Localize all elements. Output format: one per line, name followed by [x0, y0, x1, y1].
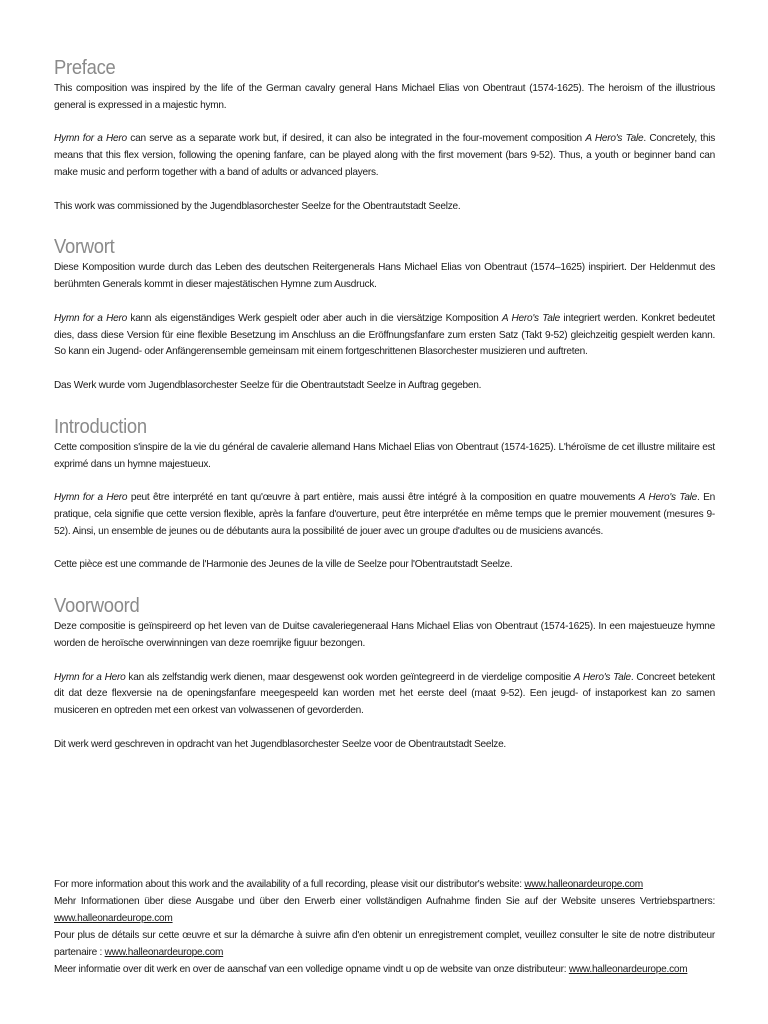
work-title: A Hero's Tale — [585, 133, 644, 145]
section-heading: Introduction — [54, 415, 147, 438]
document-body — [54, 56, 715, 754]
section-heading: Preface — [54, 57, 116, 79]
paragraph: Das Werk wurde vom Jugendblasorchester Seelze für die Obentrautstadt Seelze in Auftrag gegeben. — [54, 379, 482, 391]
work-title: A Hero's Tale — [501, 312, 560, 324]
section-introduction — [54, 415, 715, 574]
paragraph: Hymn for a Hero kan als zelfstandig werk dienen, maar desgewenst ook worden geïntegreerd in de vierdelige compositie A Hero's Tale. Concreet betekent dit dat deze flexversie na de openingsfanfare meegespeeld kan worden met het eerste deel (maat 9-52). Een jeugd- of instaporkest kan zo samen musiceren en optreden met een orkest van volwassenen of gevorderden. — [54, 671, 715, 717]
paragraph: Dit werk werd geschreven in opdracht van het Jugendblasorchester Seelze voor de Obentrautstadt Seelze. — [54, 738, 506, 750]
work-title: A Hero's Tale — [573, 671, 631, 683]
footer-line-nl: Meer informatie over dit werk en over de aanschaf van een volledige opname vindt u op de website van onze distributeur: www.halleonardeurope.com — [54, 964, 688, 975]
paragraph: Deze compositie is geïnspireerd op het leven van de Duitse cavaleriegeneraal Hans Michael Elias von Obentraut (1574-1625). In een majestueuze hymne worden de heroïsche overwinningen van deze roemrijke figuur bezongen. — [54, 621, 715, 649]
work-title: A Hero's Tale — [638, 492, 698, 504]
section-heading: Voorwoord — [54, 595, 140, 618]
footer-line-fr: Pour plus de détails sur cette œuvre et sur la démarche à suivre afin d'en obtenir un enregistrement complet, veuillez consulter le site de notre distributeur partenaire : www.halleonardeurope.com — [54, 930, 715, 958]
distributor-footer — [54, 876, 715, 978]
work-title: Hymn for a Hero — [54, 312, 127, 324]
paragraph: Hymn for a Hero can serve as a separate work but, if desired, it can also be integrated in the four-movement composition A Hero's Tale. Concretely, this means that this flex version, following the opening fanfare, can be played along with the first movement (bars 9-52). Thus, a youth or beginner band can make music and perform together with a band of adults or advanced players. — [54, 133, 715, 178]
work-title: Hymn for a Hero — [54, 133, 127, 145]
distributor-link[interactable]: www.halleonardeurope.com — [104, 947, 224, 958]
footer-line-en: For more information about this work and the availability of a full recording, please visit our distributor's website: www.halleonardeurope.com — [54, 879, 643, 890]
paragraph: This composition was inspired by the life of the German cavalry general Hans Michael Elias von Obentraut (1574-1625). The heroism of the illustrious general is expressed in a majestic hymn. — [54, 83, 715, 111]
distributor-link[interactable]: www.halleonardeurope.com — [54, 913, 173, 924]
paragraph: This work was commissioned by the Jugendblasorchester Seelze for the Obentrautstadt Seelze. — [54, 200, 461, 212]
paragraph: Diese Komposition wurde durch das Leben des deutschen Reitergenerals Hans Michael Elias von Obentraut (1574–1625) inspiriert. Der Heldenmut des berühmten Generals kommt in dieser majestätischen Hymne zum Ausdruck. — [54, 262, 715, 291]
distributor-link[interactable]: www.halleonardeurope.com — [568, 964, 688, 975]
section-heading: Vorwort — [54, 236, 115, 259]
work-title: Hymn for a Hero — [54, 492, 128, 504]
footer-line-de: Mehr Informationen über diese Ausgabe und über den Erwerb einer vollständigen Aufnahme finden Sie auf der Website unseres Vertriebspartners: www.halleonardeurope.com — [54, 896, 715, 924]
paragraph: Cette composition s'inspire de la vie du général de cavalerie allemand Hans Michael Elias von Obentraut (1574-1625). L'héroïsme de cet illustre militaire est exprimé dans un hymne majestueux. — [54, 441, 715, 470]
work-title: Hymn for a Hero — [54, 671, 126, 683]
distributor-link[interactable]: www.halleonardeurope.com — [524, 879, 643, 890]
paragraph: Cette pièce est une commande de l'Harmonie des Jeunes de la ville de Seelze pour l'Obentrautstadt Seelze. — [54, 559, 513, 571]
paragraph: Hymn for a Hero peut être interprété en tant qu'œuvre à part entière, mais aussi être intégré à la composition en quatre mouvements A Hero's Tale. En pratique, cela signifie que cette version flexible, après la fanfare d'ouverture, peut être interprétée en même temps que le premier mouvement (mesures 9-52). Ainsi, un ensemble de jeunes ou de débutants aura la possibilité de jouer avec un groupe d'adultes ou de musiciens avancés. — [54, 492, 715, 537]
section-vorwort — [54, 235, 715, 394]
section-preface — [54, 56, 715, 215]
section-voorwoord — [54, 594, 715, 753]
paragraph: Hymn for a Hero kann als eigenständiges Werk gespielt oder aber auch in die viersätzige Komposition A Hero's Tale integriert werden. Konkret bedeutet dies, dass diese Version für eine flexible Besetzung im Anschluss an die Eröffnungsfanfare zum ersten Satz (Takt 9-52) gleichzeitig gespielt werden kann. So kann ein Jugend- oder Anfängerensemble gemeinsam mit einem fortgeschrittenen Blasorchester musizieren und auftreten. — [54, 312, 715, 358]
